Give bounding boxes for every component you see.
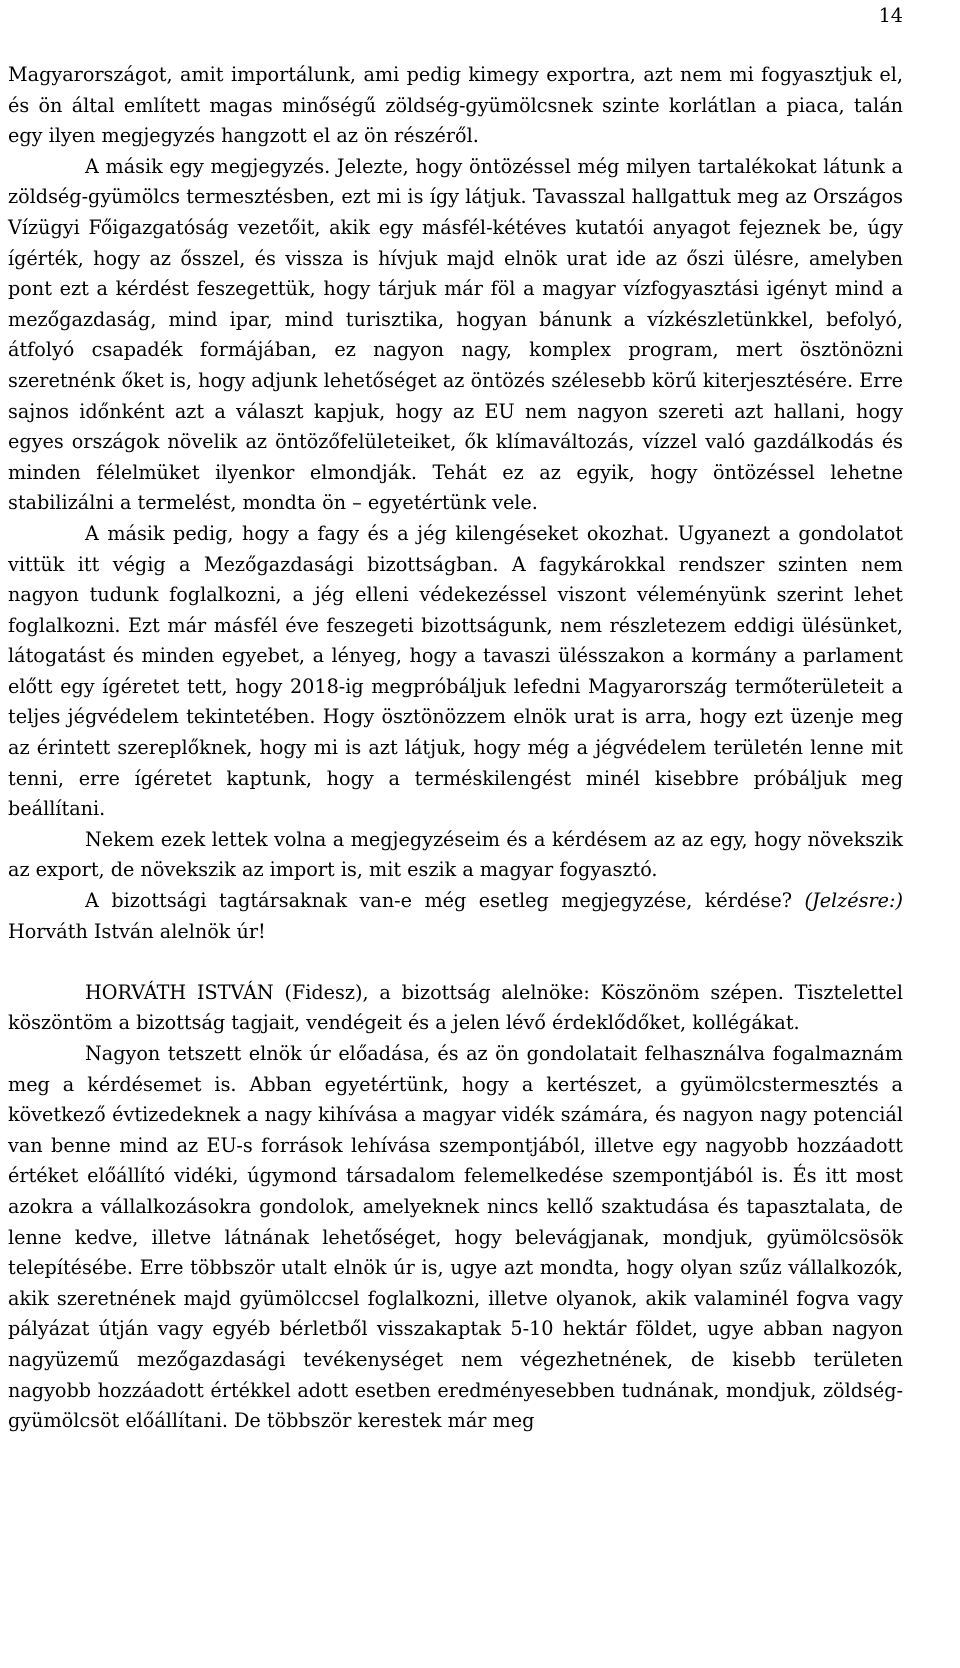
paragraph-gap xyxy=(8,947,903,978)
top-spacing xyxy=(8,32,903,60)
paragraph-5 xyxy=(8,886,903,947)
speaker-paragraph: HORVÁTH ISTVÁN (Fidesz), a bizottság alelnöke: Köszönöm szépen. Tisztelettel köszöntöm a bizottság tagjait, vendégeit és a jelen lévő érdeklődőket, kollégákat. xyxy=(8,980,903,1035)
paragraph-2: A másik egy megjegyzés. Jelezte, hogy öntözéssel még milyen tartalékokat látunk a zöldség-gyümölcs termesztésben, ezt mi is így látjuk. Tavasszal hallgattuk meg az Országos Vízügyi Főigazgatóság vezetőit, akik egy másfél-kétéves kutatói anyagot fejeznek be, úgy ígérték, hogy az ősszel, és vissza is hívjuk majd elnök urat ide az őszi ülésre, amelyben pont ezt a kérdést feszegettük, hogy tárjuk már föl a magyar vízfogyasztási igényt mind a mezőgazdaság, mind ipar, mind turisztika, hogyan bánunk a vízkészletünkkel, befolyó, átfolyó csapadék formájában, ez nagyon nagy, komplex program, mert ösztönözni szeretnénk őket is, hogy adjunk lehetőséget az öntözés szélesebb körű kiterjesztésére. Erre sajnos időnként azt a választ kapjuk, hogy az EU nem nagyon szereti azt hallani, hogy egyes országok növelik az öntözőfelületeiket, ők klímaváltozás, vízzel való gazdálkodás és minden félelmüket ilyenkor elmondják. Tehát ez az egyik, hogy öntözéssel lehetne stabilizálni a termelést, mondta ön – egyetértünk vele. xyxy=(8,154,903,515)
paragraph-4: Nekem ezek lettek volna a megjegyzéseim és a kérdésem az az egy, hogy növekszik az export, de növekszik az import is, mit eszik a magyar fogyasztó. xyxy=(8,827,903,882)
page-number: 14 xyxy=(878,4,903,27)
paragraph-7: Nagyon tetszett elnök úr előadása, és az ön gondolatait felhasználva fogalmaznám meg a kérdésemet is. Abban egyetértünk, hogy a kertészet, a gyümölcstermesztés a következő évtizedeknek a nagy kihívása a magyar vidék számára, és nagyon nagy potenciál van benne mind az EU-s források lehívása szempontjából, illetve egy nagyobb hozzáadott értéket előállító vidéki, úgymond társadalom felemelkedése szempontjából is. És itt most azokra a vállalkozásokra gondolok, amelyeknek nincs kellő szaktudása és tapasztalata, de lenne kedve, illetve látnának lehetőséget, hogy belevágjanak, mondjuk, gyümölcsösök telepítésébe. Erre többször utalt elnök úr is, ugye azt mondta, hogy olyan szűz vállalkozók, akik szeretnének majd gyümölccsel foglalkozni, illetve olyanok, akik valaminél fogva vagy pályázat útján vagy egyéb bérletből visszakaptak 5-10 hektár földet, ugye abban nagyon nagyüzemű mezőgazdasági tevékenységet nem végezhetnének, de kisebb területen nagyobb hozzáadott értékkel adott esetben eredményesebben tudnának, mondjuk, zöldség-gyümölcsöt előállítani. De többször kerestek már meg xyxy=(8,1042,903,1433)
paragraph-3: A másik pedig, hogy a fagy és a jég kilengéseket okozhat. Ugyanezt a gondolatot vittük itt végig a Mezőgazdasági bizottságban. A fagykárokkal rendszer szinten nem nagyon tudunk foglalkozni, a jég elleni védekezéssel viszont véleményünk szerint lehet foglalkozni. Ezt már másfél éve feszegeti bizottságunk, nem részletezem eddigi ülésünket, látogatást és minden egyebet, a lényeg, hogy a tavaszi ülésszakon a kormány a parlament előtt egy ígéretet tett, hogy 2018-ig megpróbáljuk lefedni Magyarország termőterületeit a teljes jégvédelem tekintetében. Hogy ösztönözzem elnök urat is arra, hogy ezt üzenje meg az érintett szereplőknek, hogy mi is azt látjuk, hogy még a jégvédelem területén lenne mit tenni, erre ígéretet kaptunk, hogy a terméskilengést minél kisebbre próbáljuk meg beállítani. xyxy=(8,521,903,821)
paragraph-1: Magyarországot, amit importálunk, ami pedig kimegy exportra, azt nem mi fogyasztjuk el, és ön által említett magas minőségű zöldség-gyümölcsnek szinte korlátlan a piaca, talán egy ilyen megjegyzés hangzott el az ön részéről. xyxy=(8,63,903,148)
paragraph-5-italic: (Jelzésre:) xyxy=(804,889,903,913)
paragraph-5-text: A bizottsági tagtársaknak van-e még esetleg megjegyzése, kérdése? xyxy=(85,889,793,913)
paragraph-5-after-italic: Horváth István alelnök úr! xyxy=(8,919,266,943)
